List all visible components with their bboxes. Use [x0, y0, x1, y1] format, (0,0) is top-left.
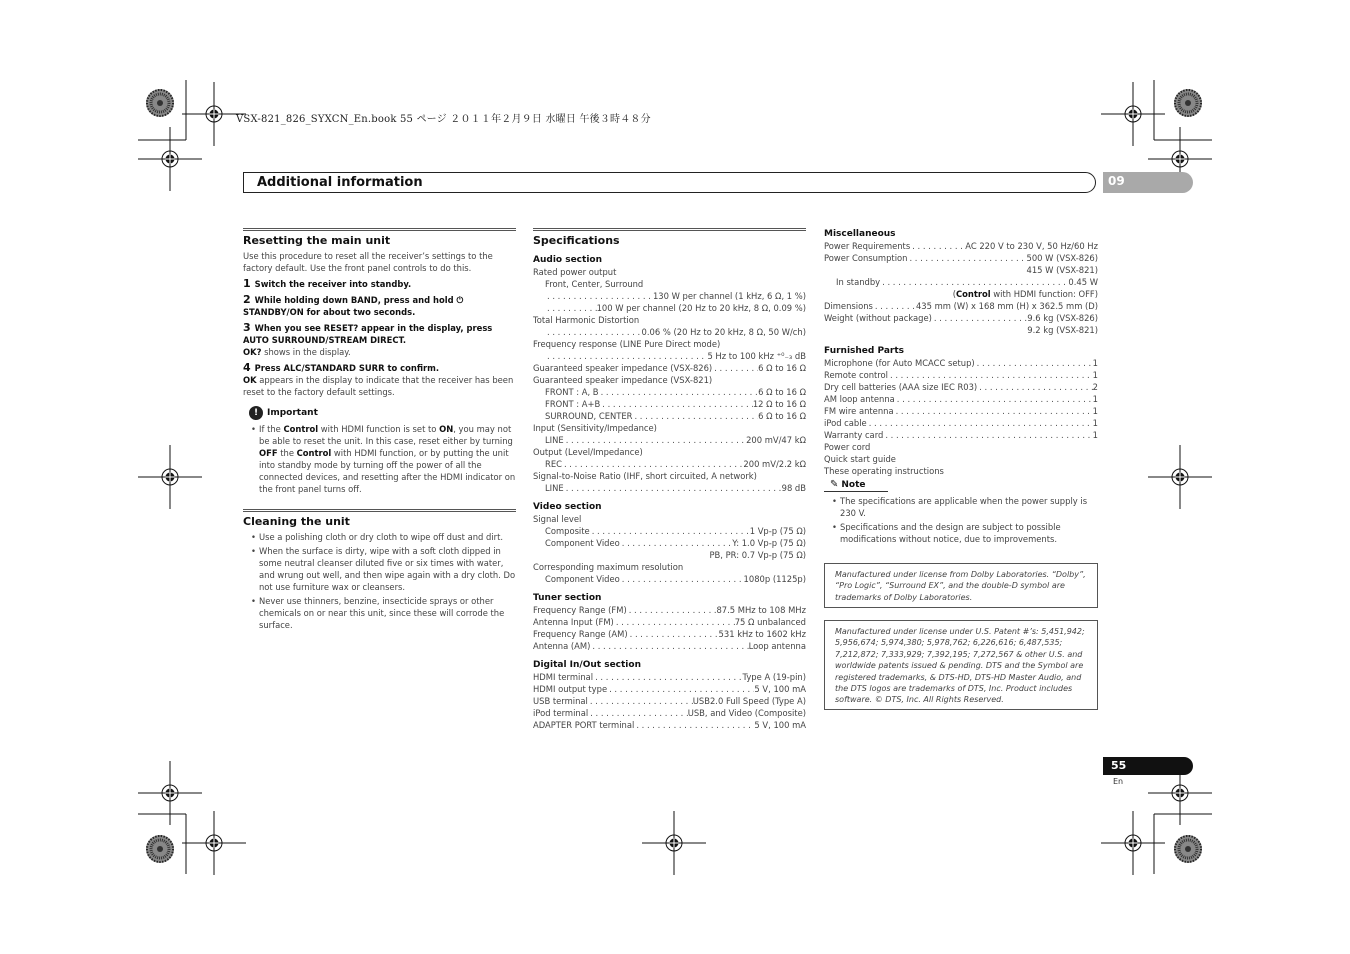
spec-row: FM wire antenna . . . 1 — [824, 405, 1098, 417]
cleaning-list — [243, 531, 516, 631]
page-language: En — [1113, 777, 1124, 786]
spec-row: Power Requirements . . . AC 220 V to 230 V, 50 Hz/60 Hz — [824, 240, 1098, 252]
chapter-number: 09 — [1108, 174, 1125, 188]
important-list — [243, 423, 516, 495]
header-bar — [243, 172, 1096, 193]
reset-step-3: 3 When you see RESET? appear in the display, press AUTO SURROUND/STREAM DIRECT. — [243, 321, 493, 345]
reset-heading: Resetting the main unit — [243, 228, 516, 247]
print-job-info: VSX-821_826_SYXCN_En.book 55 ページ ２０１１年２月９日 水曜日 午後３時４８分 — [236, 114, 651, 125]
cleaning-heading: Cleaning the unit — [243, 509, 516, 528]
spec-row: Component Video . . . 1080p (1125p) — [533, 573, 806, 585]
important-icon: ! — [249, 406, 263, 420]
column-left — [243, 228, 516, 633]
dts-license-box: Manufactured under license under U.S. Patent #’s: 5,451,942; 5,956,674; 5,974,380; 5,978,762; 6,226,616; 6,487,535; 7,212,872; 7,333,929; 7,392,195; 7,272,567 & other U.S. and worldwide patents issued & pending. DTS and the Symbol are registered trademarks, & DTS-HD, DTS-HD Master Audio, and the DTS logos are trademarks of DTS, Inc. Product includes software. © DTS, Inc. All Rights Reserved. — [824, 620, 1098, 710]
reset-intro: Use this procedure to reset all the receiver’s settings to the factory default. Use the front panel controls to do this. — [243, 251, 493, 273]
spec-row: iPod cable . . . 1 — [824, 417, 1098, 429]
column-middle — [533, 228, 806, 731]
list-item: • Never use thinners, benzine, insecticide sprays or other chemicals on or near this unit, since these will corrode the surface. — [259, 595, 516, 631]
important-item: • If the Control with HDMI function is set to ON, you may not be able to reset the unit. In this case, reset either by turning OFF the Control with HDMI function, or by putting the unit into standby mode by turning off the power of all the connected devices, and resetting after the HDMI indicator on the front panel turns off. — [259, 423, 516, 495]
spec-row: Antenna Input (FM) . . . 75 Ω unbalanced — [533, 616, 806, 628]
spec-row: HDMI output type . . . 5 V, 100 mA — [533, 683, 806, 695]
note-callout: ✎ Note — [824, 479, 888, 492]
spec-row: SURROUND, CENTER . . . 6 Ω to 16 Ω — [533, 410, 806, 422]
spec-signal-level: Signal level — [533, 514, 582, 524]
spec-row: Power Consumption . . . 500 W (VSX-826) — [824, 252, 1098, 264]
spec-row: Dry cell batteries (AAA size IEC R03) . . . 2 — [824, 381, 1098, 393]
reset-step-4: 4 Press ALC/STANDARD SURR to confirm. — [243, 361, 440, 374]
reset-step-4-result: OK appears in the display to indicate that the receiver has been reset to the factory default settings. — [243, 375, 514, 397]
spec-row: Frequency Range (FM) . . . 87.5 MHz to 108 MHz — [533, 604, 806, 616]
list-item: • The specifications are applicable when the power supply is 230 V. — [840, 495, 1098, 519]
spec-row: LINE . . . 200 mV/47 kΩ — [533, 434, 806, 446]
spec-row: Composite . . . 1 Vp-p (75 Ω) — [533, 525, 806, 537]
spec-row: AM loop antenna . . . 1 — [824, 393, 1098, 405]
reset-step-2: 2 While holding down BAND, press and hold ⏻ STANDBY/ON for about two seconds. — [243, 293, 464, 317]
list-item: • Use a polishing cloth or dry cloth to wipe off dust and dirt. — [259, 531, 516, 543]
spec-impedance-821: Guaranteed speaker impedance (VSX-821) — [533, 375, 713, 385]
spec-max-resolution: Corresponding maximum resolution — [533, 562, 684, 572]
spec-row: . . . 130 W per channel (1 kHz, 6 Ω, 1 %) — [533, 290, 806, 302]
note-list — [824, 495, 1098, 545]
spec-row: Warranty card . . . 1 — [824, 429, 1098, 441]
furnished-power-cord: Power cord — [824, 442, 871, 452]
digital-section-heading: Digital In/Out section — [533, 660, 641, 670]
spec-row: Component Video . . . Y: 1.0 Vp-p (75 Ω) — [533, 537, 806, 549]
spec-row: In standby . . . 0.45 W — [824, 276, 1098, 288]
spec-row: . . . 5 Hz to 100 kHz ⁺⁰₋₃ dB — [533, 350, 806, 362]
audio-section-heading: Audio section — [533, 255, 602, 265]
spec-snr: Signal-to-Noise Ratio (IHF, short circuited, A network) — [533, 471, 757, 481]
spec-row: ADAPTER PORT terminal . . . 5 V, 100 mA — [533, 719, 806, 731]
furnished-instructions: These operating instructions — [824, 466, 944, 476]
spec-row: HDMI terminal . . . Type A (19-pin) — [533, 671, 806, 683]
spec-weight-821: 9.2 kg (VSX-821) — [1027, 325, 1098, 335]
spec-row: FRONT : A, B . . . 6 Ω to 16 Ω — [533, 386, 806, 398]
spec-output: Output (Level/Impedance) — [533, 447, 643, 457]
spec-row: REC . . . 200 mV/2.2 kΩ — [533, 458, 806, 470]
spec-row: Remote control . . . 1 — [824, 369, 1098, 381]
column-right — [824, 228, 1098, 547]
page-number: 55 — [1111, 759, 1127, 772]
reset-step-1: 1 Switch the receiver into standby. — [243, 277, 412, 290]
spec-rated-power: Rated power output — [533, 267, 617, 277]
spec-row: Antenna (AM) . . . Loop antenna — [533, 640, 806, 652]
spec-row: FRONT : A+B . . . 12 Ω to 16 Ω — [533, 398, 806, 410]
spec-row: Microphone (for Auto MCACC setup) . . . 1 — [824, 357, 1098, 369]
spec-row: Frequency Range (AM) . . . 531 kHz to 1602 kHz — [533, 628, 806, 640]
spec-input: Input (Sensitivity/Impedance) — [533, 423, 657, 433]
furnished-parts-heading: Furnished Parts — [824, 346, 905, 356]
spec-thd: Total Harmonic Distortion — [533, 315, 640, 325]
chapter-tab — [1103, 172, 1193, 193]
spec-standby-note: (Control with HDMI function: OFF) — [952, 289, 1098, 299]
page-number-tab — [1103, 757, 1193, 775]
spec-row: . . . 100 W per channel (20 Hz to 20 kHz, 8 Ω, 0.09 %) — [533, 302, 806, 314]
pencil-icon: ✎ — [830, 479, 839, 490]
spec-front-center-surround: Front, Center, Surround — [545, 279, 644, 289]
reset-step-3-result: OK? shows in the display. — [243, 347, 351, 357]
spec-row: Guaranteed speaker impedance (VSX-826) . . . 6 Ω to 16 Ω — [533, 362, 806, 374]
spec-component-pbpr: PB, PR: 0.7 Vp-p (75 Ω) — [709, 550, 806, 560]
dolby-license-box: Manufactured under license from Dolby Laboratories. “Dolby”, “Pro Logic”, “Surround EX”, and the double-D symbol are trademarks of Dolby Laboratories. — [824, 563, 1098, 608]
furnished-quick-start: Quick start guide — [824, 454, 896, 464]
list-item: • Specifications and the design are subject to possible modifications without notice, due to improvements. — [840, 521, 1098, 545]
video-section-heading: Video section — [533, 502, 602, 512]
specifications-heading: Specifications — [533, 228, 806, 247]
page-title: Additional information — [257, 175, 423, 190]
spec-power-consumption-821: 415 W (VSX-821) — [1026, 265, 1098, 275]
spec-row: LINE . . . 98 dB — [533, 482, 806, 494]
important-callout: ! Important — [243, 406, 516, 420]
spec-freq-response: Frequency response (LINE Pure Direct mode) — [533, 339, 721, 349]
list-item: • When the surface is dirty, wipe with a soft cloth dipped in some neutral cleanser diluted five or six times with water, and wrung out well, and then wipe again with a dry cloth. Do not use furniture wax or cleansers. — [259, 545, 516, 593]
spec-row: . . . 0.06 % (20 Hz to 20 kHz, 8 Ω, 50 W/ch) — [533, 326, 806, 338]
spec-row: iPod terminal . . . USB, and Video (Composite) — [533, 707, 806, 719]
tuner-section-heading: Tuner section — [533, 593, 602, 603]
misc-section-heading: Miscellaneous — [824, 229, 896, 239]
spec-row: Weight (without package) . . . 9.6 kg (VSX-826) — [824, 312, 1098, 324]
spec-row: Dimensions . . . 435 mm (W) x 168 mm (H) x 362.5 mm (D) — [824, 300, 1098, 312]
spec-row: USB terminal . . . USB2.0 Full Speed (Type A) — [533, 695, 806, 707]
